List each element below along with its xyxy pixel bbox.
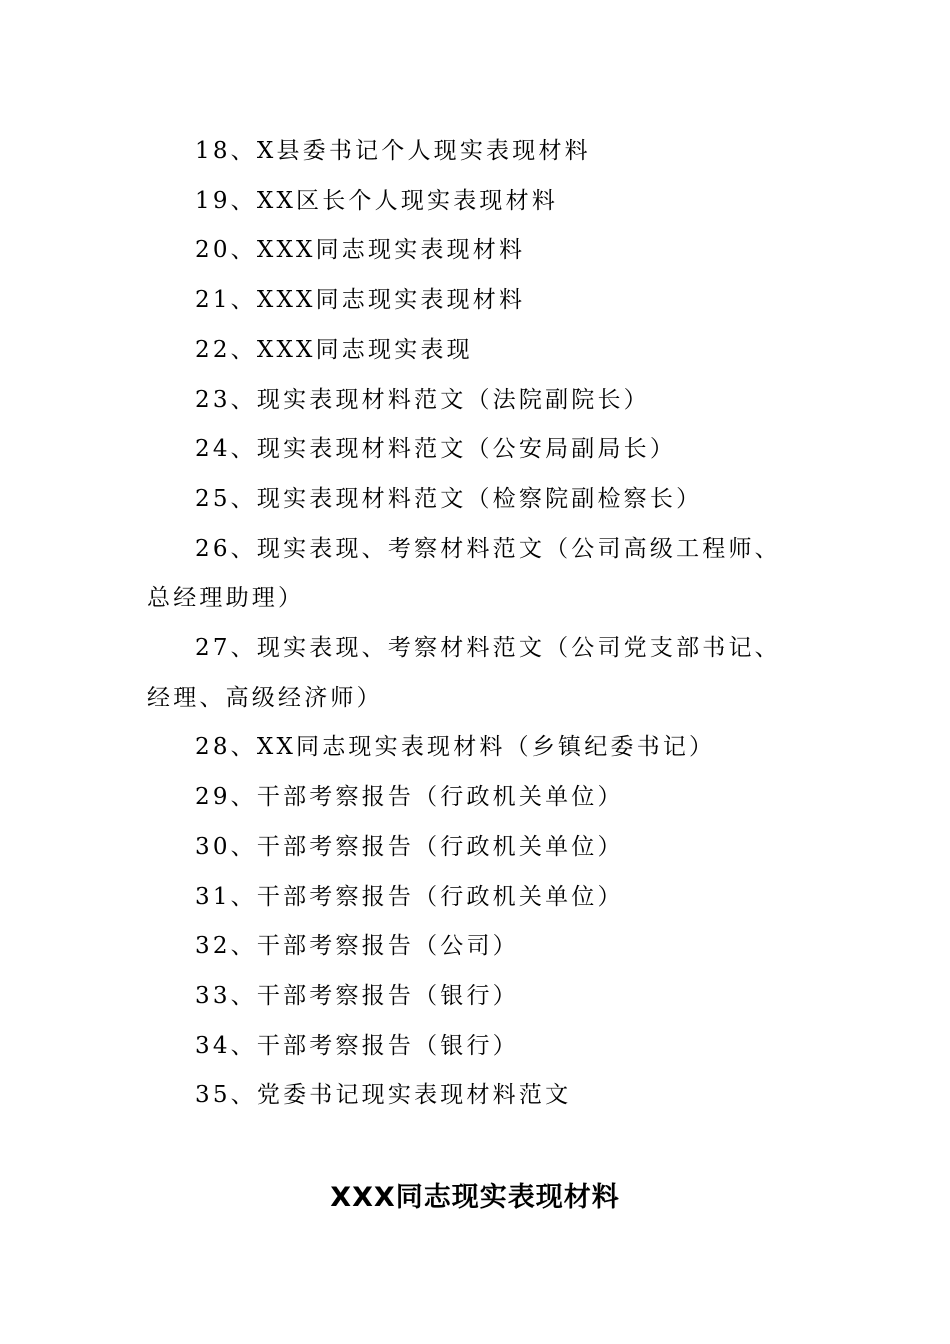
toc-item: 20、XXX同志现实表现材料 <box>195 237 526 264</box>
section-title: XXX同志现实表现材料 <box>330 1182 620 1213</box>
toc-item: 22、XXX同志现实表现 <box>195 336 473 363</box>
toc-item: 32、干部考察报告（公司） <box>195 933 519 960</box>
toc-item: 19、XX区长个人现实表现材料 <box>195 187 559 214</box>
toc-item: 33、干部考察报告（银行） <box>195 982 519 1009</box>
toc-item: 18、X县委书记个人现实表现材料 <box>195 138 591 164</box>
toc-item: 35、党委书记现实表现材料范文 <box>195 1082 572 1109</box>
toc-item: 21、XXX同志现实表现材料 <box>195 287 526 314</box>
toc-item: 31、干部考察报告（行政机关单位） <box>195 883 624 910</box>
toc-item: 28、XX同志现实表现材料（乡镇纪委书记） <box>195 734 716 761</box>
toc-item: 30、干部考察报告（行政机关单位） <box>195 833 624 860</box>
toc-item: 26、现实表现、考察材料范文（公司高级工程师、总经理助理） <box>147 535 781 612</box>
toc-item: 25、现实表现材料范文（检察院副检察长） <box>195 485 703 512</box>
toc-item: 29、干部考察报告（行政机关单位） <box>195 784 624 811</box>
table-of-contents <box>147 127 807 1121</box>
toc-item: 27、现实表现、考察材料范文（公司党支部书记、经理、高级经济师） <box>147 635 781 711</box>
toc-item: 23、现实表现材料范文（法院副院长） <box>195 386 650 413</box>
toc-item: 34、干部考察报告（银行） <box>195 1032 519 1059</box>
toc-item: 24、现实表现材料范文（公安局副局长） <box>195 436 677 463</box>
